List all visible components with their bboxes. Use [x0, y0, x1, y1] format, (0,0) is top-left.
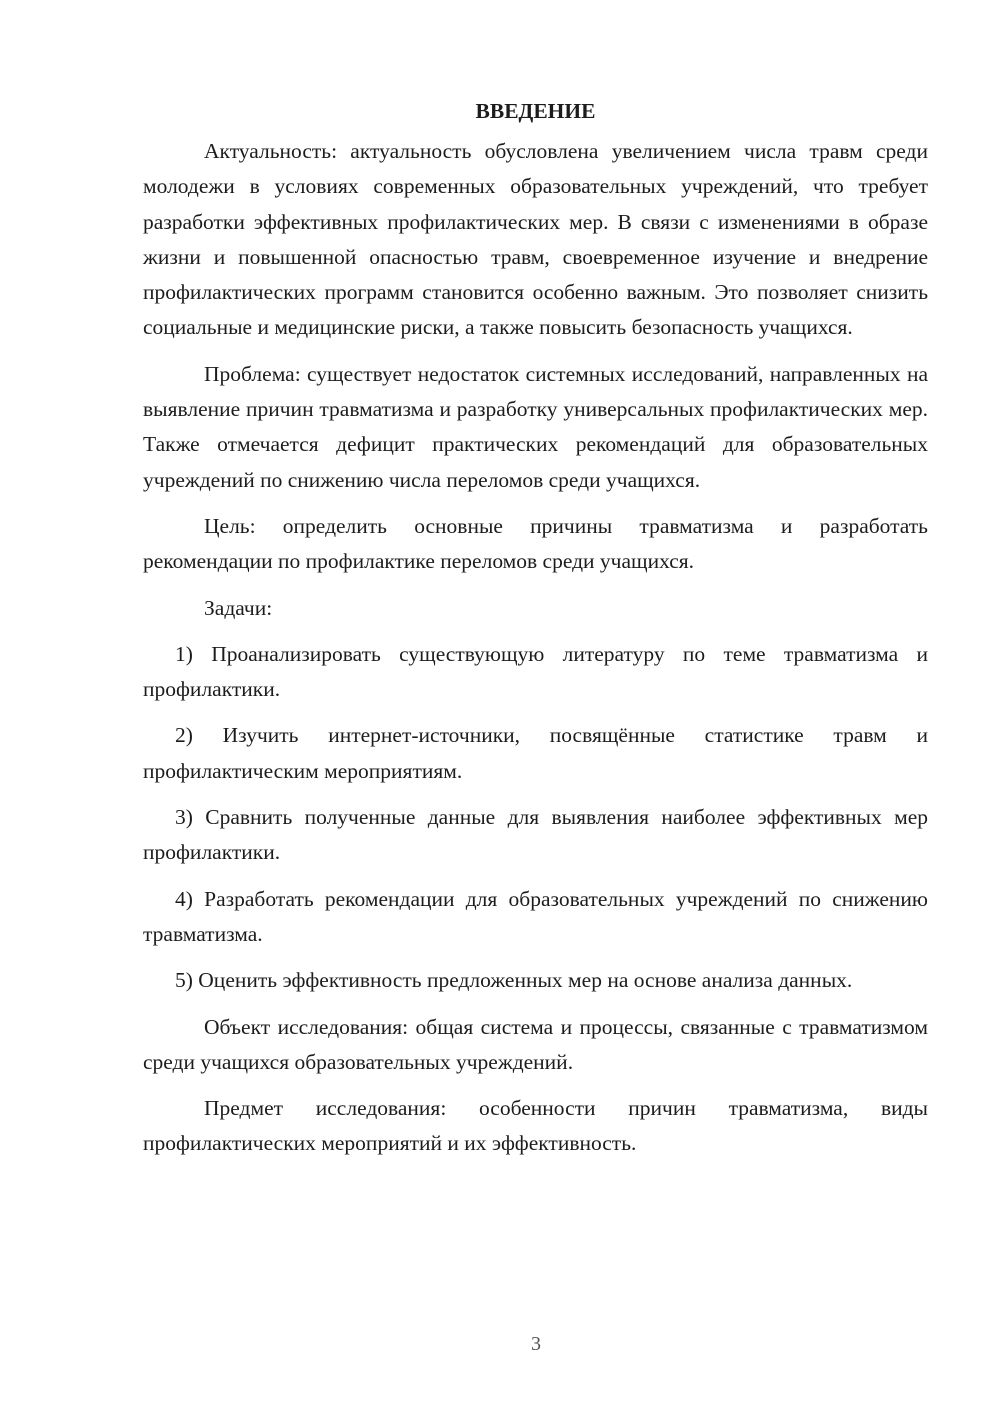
- problem-paragraph: Проблема: существует недостаток системных исследований, направленных на выявление причин травматизма и разработку универсальных профилактических мер. Также отмечается дефицит практических рекомендаций для образовательных учреждений по снижению числа переломов среди учащихся.: [143, 361, 928, 492]
- research-subject-paragraph: Предмет исследования: особенности причин травматизма, виды профилактических мероприятий и их эффективность.: [143, 1096, 928, 1156]
- task-item: 1) Проанализировать существующую литературу по теме травматизма и профилактики.: [143, 641, 928, 702]
- page-number: 3: [531, 1333, 541, 1355]
- document-body: [143, 94, 928, 1173]
- section-heading: ВВЕДЕНИЕ: [475, 99, 596, 123]
- task-item: 4) Разработать рекомендации для образовательных учреждений по снижению травматизма.: [143, 886, 928, 946]
- research-object-paragraph: Объект исследования: общая система и процессы, связанные с травматизмом среди учащихся образовательных учреждений.: [143, 1014, 928, 1074]
- relevance-paragraph: Актуальность: актуальность обусловлена увеличением числа травм среди молодежи в условиях современных образовательных учреждений, что требует разработки эффективных профилактических мер. В связи с изменениями в образе жизни и повышенной опасностью травм, своевременное изучение и внедрение профилактических программ становится особенно важным. Это позволяет снизить социальные и медицинские риски, а также повысить безопасность учащихся.: [143, 139, 928, 340]
- tasks-label: Задачи:: [204, 595, 273, 620]
- task-item: 3) Сравнить полученные данные для выявления наиболее эффективных мер профилактики.: [143, 805, 928, 865]
- task-item: 2) Изучить интернет-источники, посвящённые статистике травм и профилактическим мероприятиям.: [143, 723, 928, 783]
- task-item: 5) Оценить эффективность предложенных мер на основе анализа данных.: [175, 968, 853, 993]
- goal-paragraph: Цель: определить основные причины травматизма и разработать рекомендации по профилактике переломов среди учащихся.: [143, 513, 928, 574]
